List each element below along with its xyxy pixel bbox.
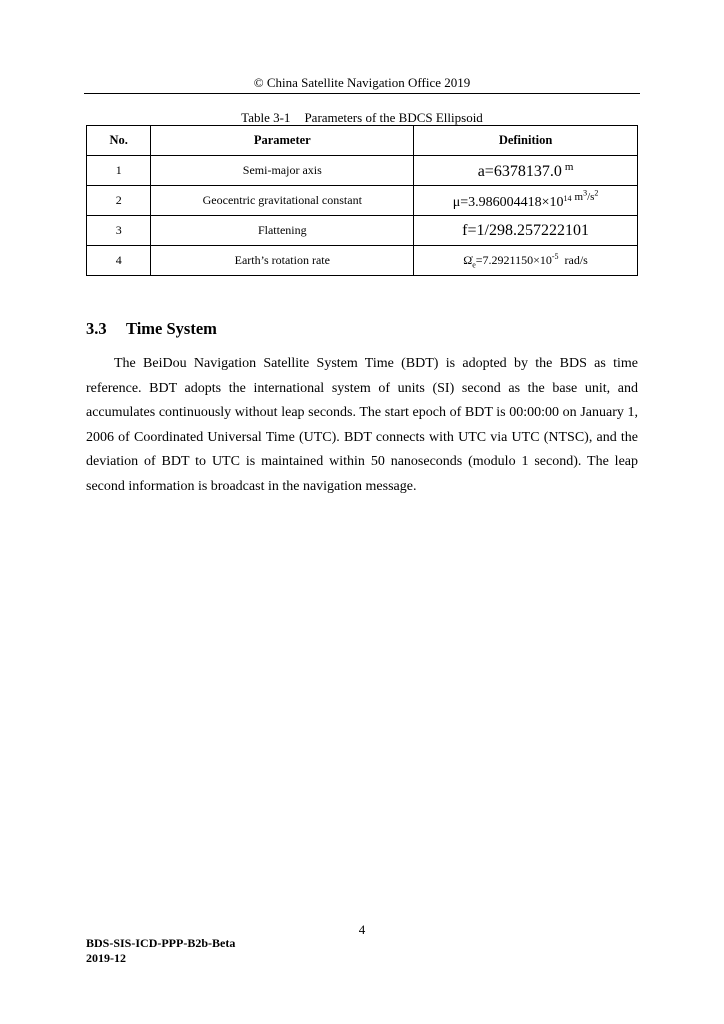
row-parameter: Earth’s rotation rate bbox=[151, 246, 414, 276]
table-row bbox=[87, 156, 638, 186]
column-header-definition: Definition bbox=[414, 126, 638, 156]
definition-value: a=6378137.0 bbox=[477, 162, 562, 180]
row-definition bbox=[414, 186, 638, 216]
row-number: 4 bbox=[87, 246, 151, 276]
page-number: 4 bbox=[358, 922, 366, 937]
section-title: Time System bbox=[126, 319, 217, 338]
body-paragraph: The BeiDou Navigation Satellite System Time (BDT) is adopted by the BDS as time reference. BDT adopts the international system of units (SI) second as the base unit, and accumulates continuously without leap seconds. The start epoch of BDT is 00:00:00 on January 1, 2006 of Coordinated Universal Time (UTC). BDT connects with UTC via UTC (NTSC), and the deviation of BDT to UTC is maintained within 50 nanoseconds (modulo 1 second). The leap second information is broadcast in the navigation message. bbox=[86, 356, 638, 494]
row-number: 1 bbox=[87, 156, 151, 186]
row-definition bbox=[414, 246, 638, 276]
definition-unit: m bbox=[564, 160, 574, 173]
table-row bbox=[87, 246, 638, 276]
table-caption bbox=[84, 110, 640, 126]
unit-exponent-1: 3 bbox=[583, 187, 588, 197]
row-parameter: Geocentric gravitational constant bbox=[151, 186, 414, 216]
document-footer bbox=[86, 936, 235, 966]
header-rule bbox=[84, 93, 640, 94]
page-header: © China Satellite Navigation Office 2019 bbox=[253, 75, 471, 90]
table-row bbox=[87, 186, 638, 216]
table-row bbox=[87, 216, 638, 246]
row-definition bbox=[414, 156, 638, 186]
document-date: 2019-12 bbox=[86, 951, 126, 965]
row-definition bbox=[414, 216, 638, 246]
definition-value: f=1/298.257222101 bbox=[462, 221, 589, 239]
row-parameter: Flattening bbox=[151, 216, 414, 246]
definition-symbol: Ω̇ bbox=[463, 253, 473, 267]
row-number: 2 bbox=[87, 186, 151, 216]
column-header-parameter: Parameter bbox=[151, 126, 414, 156]
row-number: 3 bbox=[87, 216, 151, 246]
definition-unit: rad/s bbox=[564, 253, 588, 267]
table-header-row bbox=[87, 126, 638, 156]
document-id: BDS-SIS-ICD-PPP-B2b-Beta bbox=[86, 936, 236, 950]
definition-subscript: e bbox=[472, 260, 476, 270]
unit-base: m bbox=[574, 190, 584, 203]
definition-exponent: 14 bbox=[563, 193, 572, 203]
unit-exponent-2: 2 bbox=[594, 187, 599, 197]
section-heading bbox=[86, 319, 217, 339]
row-parameter: Semi-major axis bbox=[151, 156, 414, 186]
table-caption-title: Parameters of the BDCS Ellipsoid bbox=[304, 110, 483, 125]
definition-unit bbox=[574, 187, 599, 203]
table-caption-number: Table 3-1 bbox=[241, 110, 291, 125]
unit-divisor: /s bbox=[587, 190, 595, 203]
section-number: 3.3 bbox=[86, 319, 107, 338]
definition-value: μ=3.986004418×10 bbox=[452, 194, 564, 210]
column-header-no: No. bbox=[87, 126, 151, 156]
definition-exponent: -5 bbox=[551, 252, 559, 261]
ellipsoid-parameters-table bbox=[86, 125, 638, 276]
definition-value: =7.2921150×10 bbox=[475, 253, 552, 267]
